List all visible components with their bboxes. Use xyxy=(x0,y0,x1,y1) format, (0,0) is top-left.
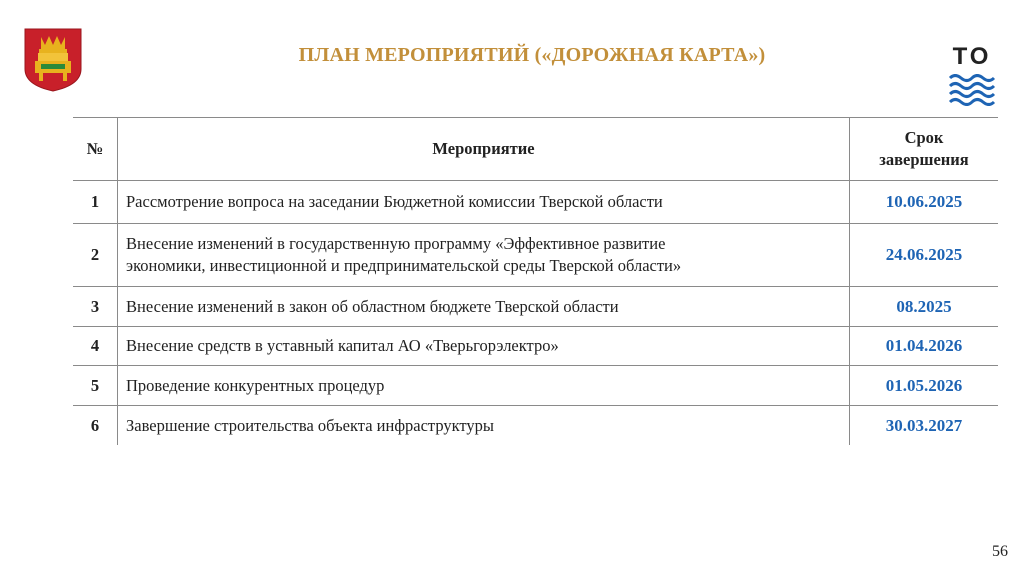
header-deadline-line1: Срок xyxy=(904,128,944,147)
row-activity-line: Внесение изменений в закон об областном бюджете Тверской области xyxy=(126,296,619,316)
row-deadline: 01.04.2026 xyxy=(850,327,999,366)
row-number: 6 xyxy=(73,406,118,446)
row-activity-line: Внесение изменений в государственную программу «Эффективное развитие xyxy=(126,234,666,253)
row-activity-line: Внесение средств в уставный капитал АО «Тверьгорэлектро» xyxy=(126,336,559,355)
row-number: 4 xyxy=(73,327,118,366)
to-logo xyxy=(944,44,1000,108)
table-row xyxy=(73,224,998,287)
row-number: 5 xyxy=(73,366,118,406)
page-number: 56 xyxy=(992,543,1008,560)
table-row xyxy=(73,366,998,406)
roadmap-table xyxy=(73,117,998,445)
page-title: ПЛАН МЕРОПРИЯТИЙ («ДОРОЖНАЯ КАРТА») xyxy=(298,44,766,66)
row-deadline: 10.06.2025 xyxy=(850,181,999,224)
row-activity xyxy=(118,224,850,287)
row-deadline: 01.05.2026 xyxy=(850,366,999,406)
row-number: 1 xyxy=(73,181,118,224)
row-activity xyxy=(118,366,850,406)
row-deadline: 08.2025 xyxy=(850,287,999,327)
row-number: 2 xyxy=(73,224,118,287)
row-number: 3 xyxy=(73,287,118,327)
table-row xyxy=(73,406,998,446)
table-row xyxy=(73,287,998,327)
row-activity-line: Рассмотрение вопроса на заседании Бюджетной комиссии Тверской области xyxy=(126,192,663,211)
row-activity xyxy=(118,327,850,366)
row-deadline: 24.06.2025 xyxy=(850,224,999,287)
table-row xyxy=(73,327,998,366)
waves-icon xyxy=(948,74,996,106)
header-deadline xyxy=(850,118,999,181)
header-number: № xyxy=(73,118,118,181)
row-activity xyxy=(118,287,850,327)
row-activity-line: Завершение строительства объекта инфраструктуры xyxy=(126,415,494,435)
header-activity: Мероприятие xyxy=(118,118,850,181)
row-activity-line: экономики, инвестиционной и предпринимательской среды Тверской области» xyxy=(126,256,682,275)
row-activity-line: Проведение конкурентных процедур xyxy=(126,375,385,395)
header-deadline-line2: завершения xyxy=(879,150,969,169)
row-activity xyxy=(118,181,850,224)
table-header-row xyxy=(73,118,998,181)
table-row xyxy=(73,181,998,224)
logo-text: ТО xyxy=(952,43,992,70)
row-deadline: 30.03.2027 xyxy=(885,415,963,435)
row-activity xyxy=(118,406,850,446)
